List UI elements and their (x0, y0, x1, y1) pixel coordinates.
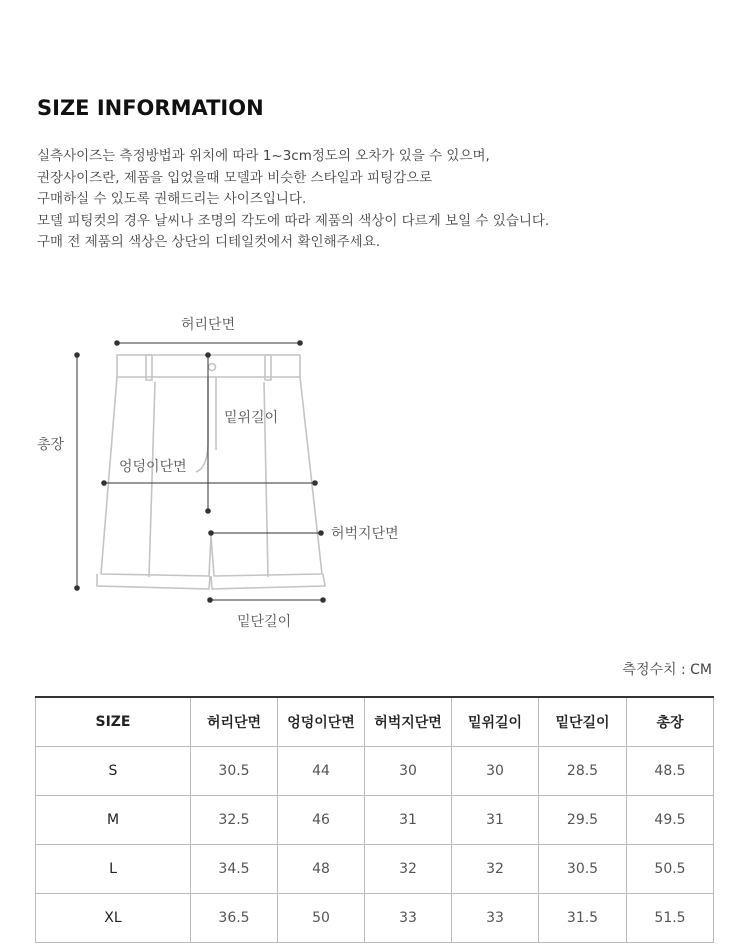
table-cell: 51.5 (627, 894, 714, 943)
waist-label: 허리단면 (181, 317, 236, 333)
shorts-measurement-diagram (0, 300, 750, 640)
table-cell: 32.5 (191, 796, 278, 845)
table-cell: 31 (452, 796, 539, 845)
page-title: SIZE INFORMATION (37, 96, 264, 120)
button-icon (209, 364, 216, 371)
table-cell: 44 (278, 747, 365, 796)
table-cell: 31.5 (539, 894, 627, 943)
header-waist: 허리단면 (191, 697, 278, 747)
thigh-label: 허벅지단면 (331, 526, 399, 542)
table-cell: 50.5 (627, 845, 714, 894)
table-cell: 32 (452, 845, 539, 894)
table-cell: 33 (365, 894, 452, 943)
hem-label: 밑단길이 (237, 614, 292, 630)
table-cell: 33 (452, 894, 539, 943)
header-hem: 밑단길이 (539, 697, 627, 747)
description-line: 구매 전 제품의 색상은 상단의 디테일컷에서 확인해주세요. (37, 234, 381, 250)
fly-stitch (196, 377, 208, 472)
table-cell: 46 (278, 796, 365, 845)
table-cell: 30.5 (539, 845, 627, 894)
header-total: 총장 (627, 697, 714, 747)
table-header-row (36, 697, 714, 747)
description-line: 실측사이즈는 측정방법과 위치에 따라 1~3cm정도의 오차가 있을 수 있으며, (37, 148, 490, 164)
header-rise: 밑위길이 (452, 697, 539, 747)
pleat-left (149, 382, 155, 577)
table-row (36, 747, 714, 796)
table-cell: 34.5 (191, 845, 278, 894)
shorts-illustration (0, 300, 750, 640)
size-cell: XL (36, 894, 191, 943)
table-cell: 48 (278, 845, 365, 894)
size-cell: S (36, 747, 191, 796)
size-table (35, 696, 714, 943)
unit-label: 측정수치 : CM (622, 662, 712, 678)
table-cell: 50 (278, 894, 365, 943)
table-cell: 30 (365, 747, 452, 796)
header-size: SIZE (36, 697, 191, 747)
description-line: 모델 피팅컷의 경우 날씨나 조명의 각도에 따라 제품의 색상이 다르게 보일 수 있습니다. (37, 212, 550, 229)
description-line: 권장사이즈란, 제품을 입었을때 모델과 비슷한 스타일과 피팅감으로 (37, 169, 433, 186)
measurement-lines (75, 341, 326, 603)
description-line: 구매하실 수 있도록 권해드리는 사이즈입니다. (37, 191, 307, 207)
hip-label: 엉덩이단면 (119, 459, 187, 475)
table-row (36, 845, 714, 894)
shorts-body (101, 377, 322, 576)
table-cell: 29.5 (539, 796, 627, 845)
table-cell: 28.5 (539, 747, 627, 796)
table-cell: 32 (365, 845, 452, 894)
header-thigh: 허벅지단면 (365, 697, 452, 747)
table-cell: 31 (365, 796, 452, 845)
table-cell: 36.5 (191, 894, 278, 943)
table-row (36, 796, 714, 845)
table-cell: 49.5 (627, 796, 714, 845)
table-cell: 48.5 (627, 747, 714, 796)
table-cell: 30.5 (191, 747, 278, 796)
table-cell: 30 (452, 747, 539, 796)
size-cell: L (36, 845, 191, 894)
size-description (37, 146, 717, 254)
total-length-label: 총장 (37, 437, 65, 453)
header-hip: 엉덩이단면 (278, 697, 365, 747)
rise-label: 밑위길이 (224, 410, 279, 426)
size-cell: M (36, 796, 191, 845)
table-row (36, 894, 714, 943)
